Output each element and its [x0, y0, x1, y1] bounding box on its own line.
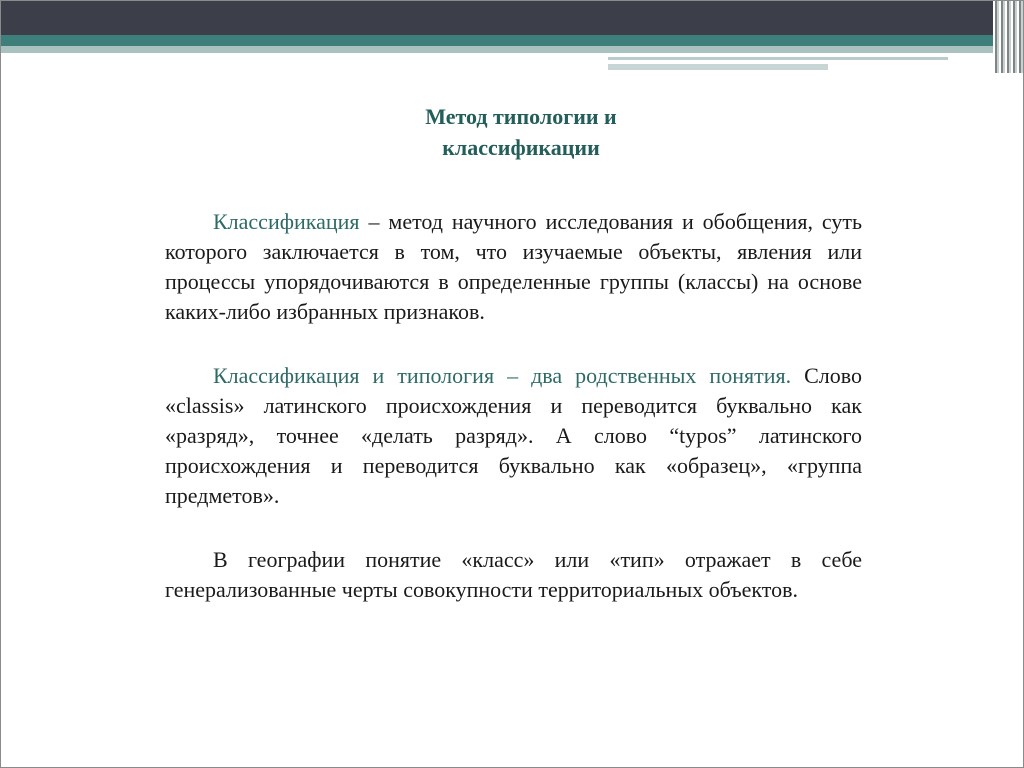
- header-accent-line: [608, 57, 948, 60]
- slide-title-line-1: Метод типологии и: [425, 104, 617, 129]
- paragraph-3-text: В географии понятие «класс» или «тип» отражает в себе генерализованные черты совокупности территориальных объектов.: [165, 547, 862, 602]
- header-accent-line-secondary: [608, 64, 828, 70]
- header-dark-band: [1, 1, 1024, 35]
- paragraph-geography: [165, 545, 862, 605]
- slide-title-line-2: классификации: [442, 135, 600, 160]
- slide-body: [165, 207, 862, 639]
- paragraph-2-text: Слово «classis» латинского происхождения и переводится буквально как «разряд», точнее «делать разряд». А слово “typos” латинского происхождения и переводится буквально как «образец», «группа предметов».: [165, 363, 863, 508]
- header-light-band: [1, 46, 1005, 53]
- paragraph-related-concepts: [165, 361, 862, 511]
- term-classification: Классификация: [213, 209, 360, 234]
- term-related-concepts: Классификация и типология – два родственных понятия.: [213, 363, 792, 388]
- paragraph-classification-definition: [165, 207, 862, 327]
- header-teal-band: [1, 35, 1005, 46]
- paragraph-1-text: – метод научного исследования и обобщения, суть которого заключается в том, что изучаемые объекты, явления или процессы упорядочиваются в определенные группы (классы) на основе каких-либо избранных признаков.: [165, 209, 862, 324]
- slide-title: [251, 101, 791, 163]
- header-stripes-decoration: [993, 1, 1023, 73]
